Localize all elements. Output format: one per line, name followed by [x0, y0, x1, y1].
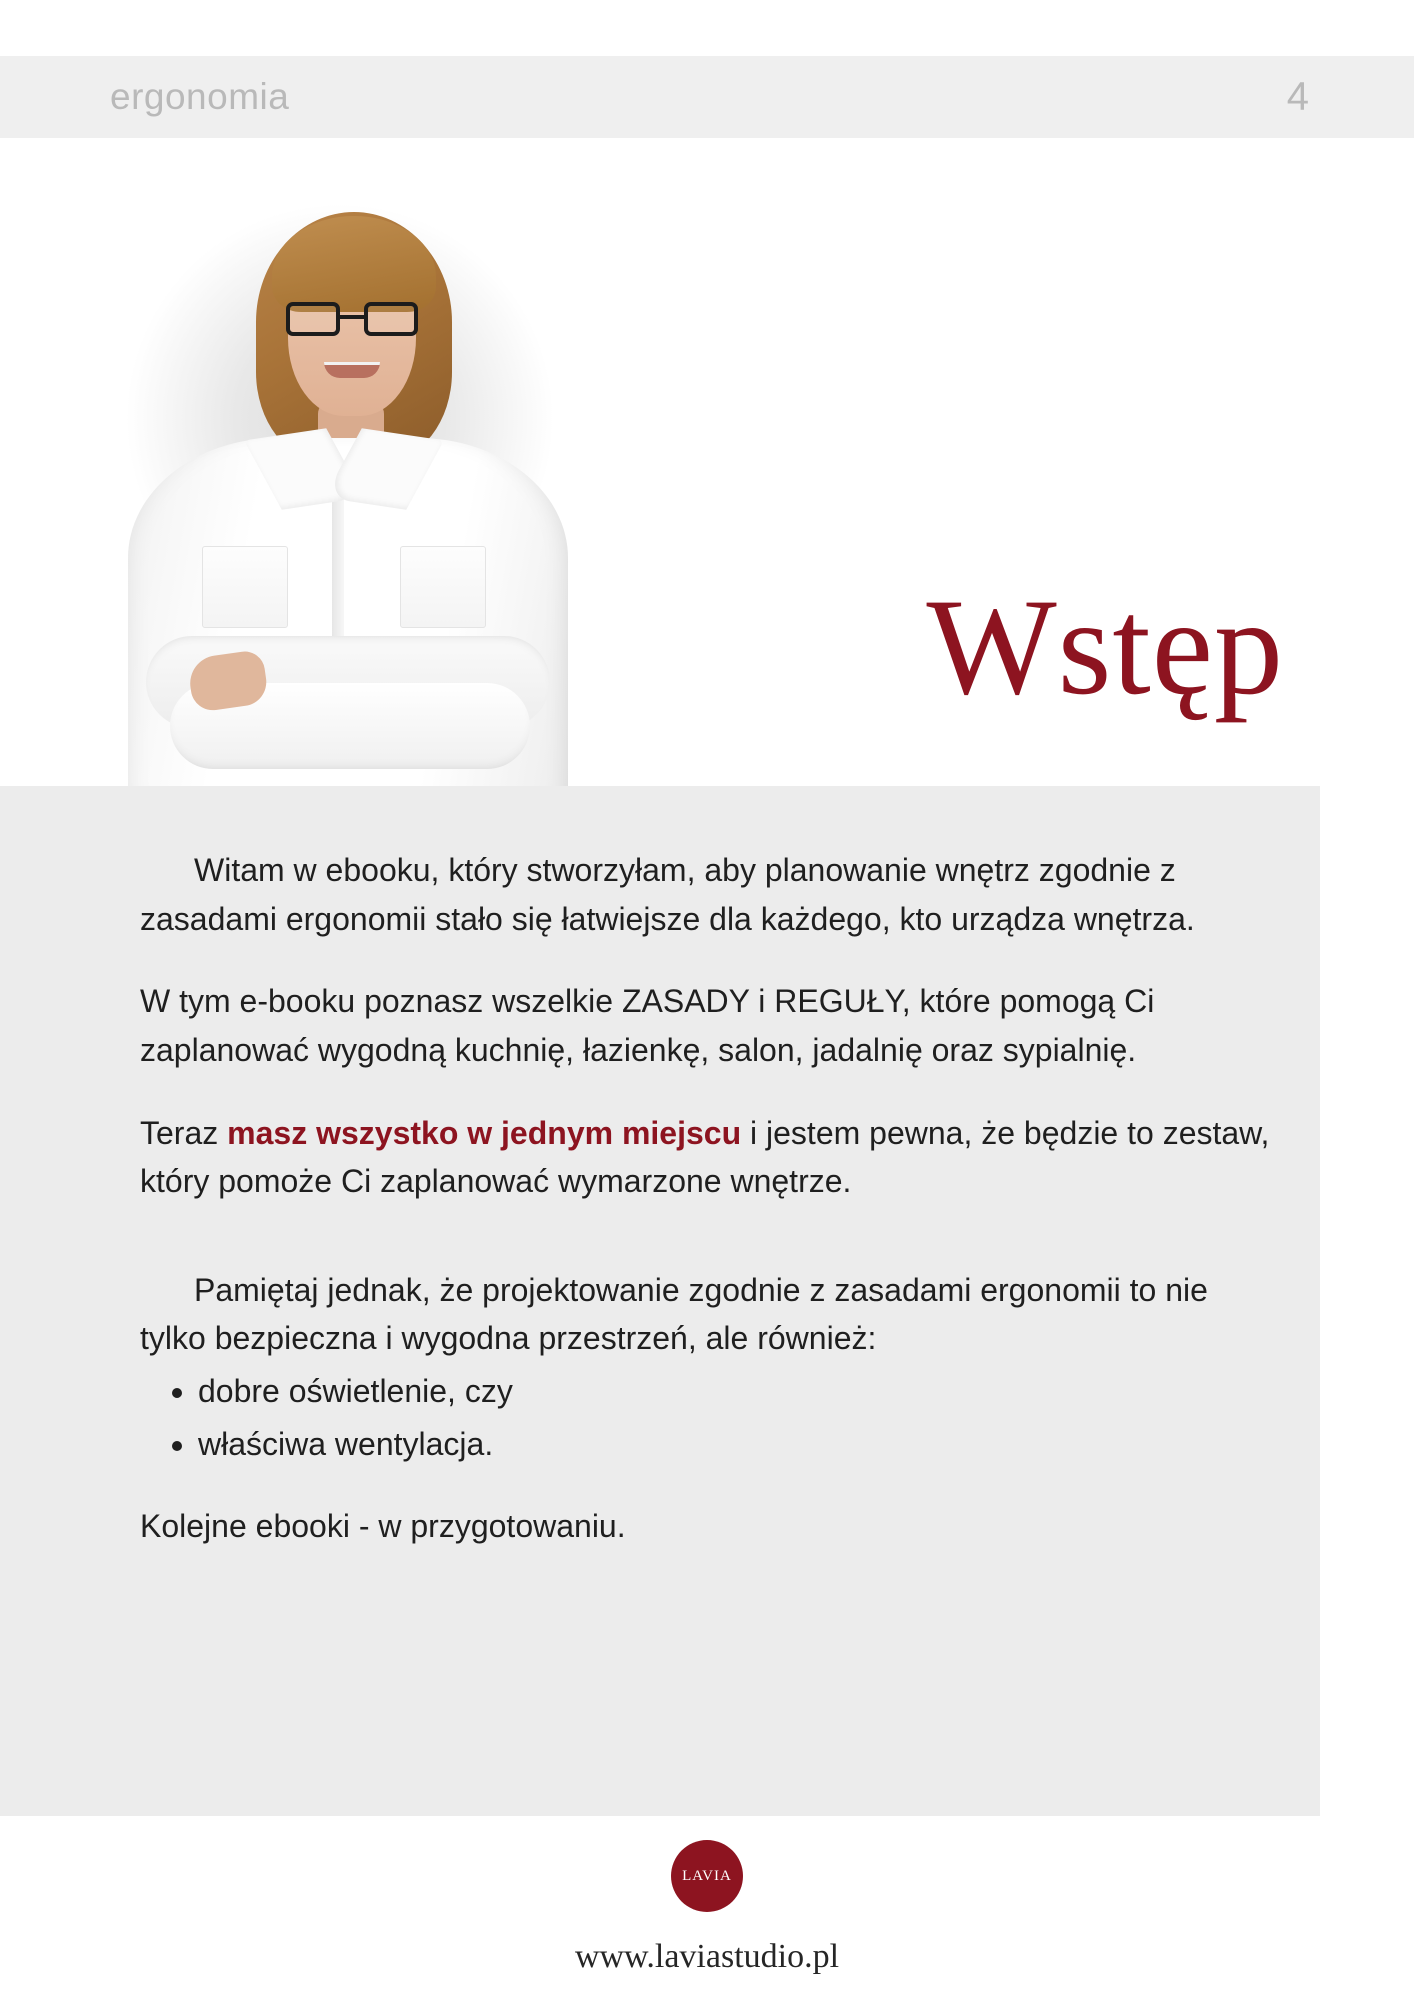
- glasses-lens-left: [286, 302, 340, 336]
- benefits-list: [140, 1367, 1270, 1468]
- header-title: ergonomia: [110, 76, 290, 117]
- paragraph-5: Kolejne ebooki - w przygotowaniu.: [140, 1508, 626, 1545]
- glasses-lens-right: [364, 302, 418, 336]
- paragraph-2: W tym e-booku poznasz wszelkie ZASADY i REGUŁY, które pomogą Ci zaplanować wygodną kuchnię, łazienkę, salon, jadalnię oraz sypialnię.: [140, 983, 1155, 1068]
- paragraph-1: Witam w ebooku, który stworzyłam, aby planowanie wnętrz zgodnie z zasadami ergonomii stało się łatwiejsze dla każdego, kto urządza wnętrza.: [140, 852, 1195, 937]
- paragraph-3-after: i jestem pewna, że będzie to zestaw, który pomoże Ci zaplanować wymarzone wnętrze.: [140, 1114, 1270, 1200]
- list-item: • właściwa wentylacja.: [198, 1420, 1270, 1469]
- shirt-pocket-right: [400, 546, 486, 628]
- paragraph-spacer: [140, 1240, 1270, 1266]
- content-text: [140, 846, 1270, 1585]
- page-footer: [0, 1840, 1414, 1976]
- paragraph-3: [140, 1109, 1270, 1206]
- page-header: [0, 56, 1414, 138]
- mouth: [324, 362, 380, 378]
- shirt-pocket-left: [202, 546, 288, 628]
- author-photo: [110, 138, 590, 786]
- glasses-bridge: [340, 315, 364, 319]
- content-panel: [0, 786, 1320, 1816]
- paragraph-3-before: Teraz: [140, 1114, 228, 1151]
- brand-logo: LAVIA: [671, 1840, 743, 1912]
- hair-front: [272, 216, 436, 312]
- footer-url[interactable]: www.laviastudio.pl: [574, 1938, 840, 1975]
- hero-section: [0, 138, 1414, 786]
- paragraph-4: Pamiętaj jednak, że projektowanie zgodnie z zasadami ergonomii to nie tylko bezpieczna i wygodna przestrzeń, ale również:: [140, 1271, 1208, 1357]
- glasses-icon: [286, 302, 418, 336]
- author-figure: [110, 138, 590, 786]
- page-number: 4: [1286, 74, 1309, 119]
- paragraph-3-highlight: masz wszystko w jednym miejscu: [227, 1114, 742, 1151]
- page-title: Wstęp: [926, 570, 1284, 723]
- list-item: • dobre oświetlenie, czy: [198, 1367, 1270, 1416]
